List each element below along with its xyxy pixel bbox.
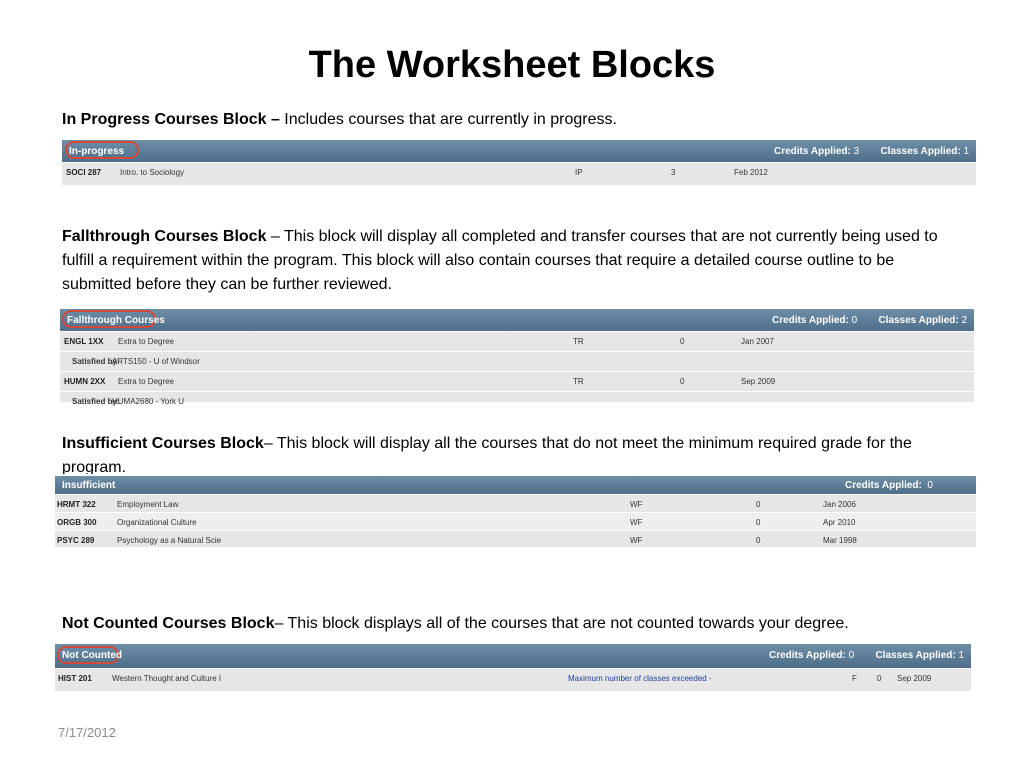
in-progress-text: Includes courses that are currently in progress. [279, 111, 617, 128]
in-progress-block [62, 140, 976, 185]
course-grade: IP [575, 168, 583, 177]
course-grade: WF [630, 500, 643, 509]
fallthrough-text: – This block will display all completed and transfer courses that are not currently being used to fulfill a requirement within the program. This block will also contain courses that require a detailed course outline to be submitted before they can be further reviewed. [62, 228, 938, 293]
course-title: Psychology as a Natural Scie [117, 536, 222, 545]
table-row [60, 371, 974, 391]
satisfied-by-value: HUMA2680 - York U [112, 397, 185, 406]
course-grade: WF [630, 536, 643, 545]
credits-applied: Credits Applied: 0 [772, 315, 858, 326]
classes-applied: Classes Applied: 1 [880, 146, 969, 157]
course-code: HUMN 2XX [64, 377, 106, 386]
credits-applied: Credits Applied: 3 [774, 146, 860, 157]
course-term: Jan 2007 [741, 337, 774, 346]
course-grade: F [852, 674, 857, 683]
satisfied-by-value: ARTS150 - U of Windsor [112, 357, 200, 366]
slide-title: The Worksheet Blocks [308, 44, 716, 86]
course-title: Organizational Culture [117, 518, 197, 527]
classes-applied: Classes Applied: 2 [878, 315, 967, 326]
course-credits: 0 [877, 674, 882, 683]
slide-date: 7/17/2012 [58, 725, 116, 740]
fallthrough-heading: Fallthrough Courses Block [62, 228, 267, 245]
course-credits: 0 [756, 536, 761, 545]
classes-applied: Classes Applied: 1 [875, 650, 964, 661]
table-row [55, 530, 976, 548]
in-progress-description [62, 108, 962, 132]
course-credits: 3 [671, 168, 676, 177]
fallthrough-description [62, 225, 962, 297]
not-counted-text: – This block displays all of the courses that are not counted towards your degree. [274, 615, 849, 632]
course-code: PSYC 289 [57, 536, 95, 545]
course-code: SOCI 287 [66, 168, 102, 177]
in-progress-header [62, 140, 976, 162]
not-counted-reason: Maximum number of classes exceeded - [568, 674, 712, 683]
not-counted-header [55, 644, 971, 668]
course-term: Sep 2009 [741, 377, 776, 386]
insufficient-heading: Insufficient Courses Block [62, 435, 264, 452]
insufficient-block [55, 476, 976, 547]
satisfied-by-label: Satisfied by: [72, 357, 120, 366]
block-label: Not Counted [62, 650, 122, 661]
course-title: Extra to Degree [118, 337, 175, 346]
satisfied-by-row [60, 351, 974, 371]
insufficient-header [55, 476, 976, 494]
course-title: Employment Law [117, 500, 179, 509]
course-term: Sep 2009 [897, 674, 932, 683]
course-title: Intro. to Sociology [120, 168, 185, 177]
course-code: ORGB 300 [57, 518, 97, 527]
credits-applied: Credits Applied: 0 [845, 480, 933, 491]
course-grade: TR [573, 337, 584, 346]
course-term: Feb 2012 [734, 168, 768, 177]
table-row [62, 162, 976, 182]
satisfied-by-row [60, 391, 974, 411]
course-credits: 0 [756, 518, 761, 527]
fallthrough-block [60, 309, 974, 406]
course-grade: TR [573, 377, 584, 386]
course-code: HRMT 322 [57, 500, 96, 509]
course-code: ENGL 1XX [64, 337, 104, 346]
satisfied-by-label: Satisfied by: [72, 397, 120, 406]
course-credits: 0 [680, 377, 685, 386]
course-code: HIST 201 [58, 674, 92, 683]
not-counted-heading: Not Counted Courses Block [62, 615, 275, 632]
not-counted-description [62, 612, 972, 636]
block-label: Insufficient [62, 480, 116, 491]
insufficient-text: – This block will display all the courses that do not meet the minimum required grade for the program. [62, 435, 912, 474]
table-row [55, 668, 971, 688]
block-label: In-progress [69, 146, 125, 157]
course-title: Extra to Degree [118, 377, 175, 386]
not-counted-block [55, 644, 971, 691]
block-label: Fallthrough Courses [67, 315, 165, 326]
course-term: Mar 1998 [823, 536, 857, 545]
course-title: Western Thought and Culture I [112, 674, 222, 683]
table-row [60, 331, 974, 351]
in-progress-heading: In Progress Courses Block – [62, 111, 280, 128]
credits-applied: Credits Applied: 0 [769, 650, 855, 661]
course-term: Jan 2006 [823, 500, 856, 509]
insufficient-description [62, 432, 972, 474]
course-term: Apr 2010 [823, 518, 856, 527]
fallthrough-header [60, 309, 974, 331]
table-row [55, 494, 976, 512]
table-row [55, 512, 976, 530]
course-grade: WF [630, 518, 643, 527]
course-credits: 0 [680, 337, 685, 346]
course-credits: 0 [756, 500, 761, 509]
